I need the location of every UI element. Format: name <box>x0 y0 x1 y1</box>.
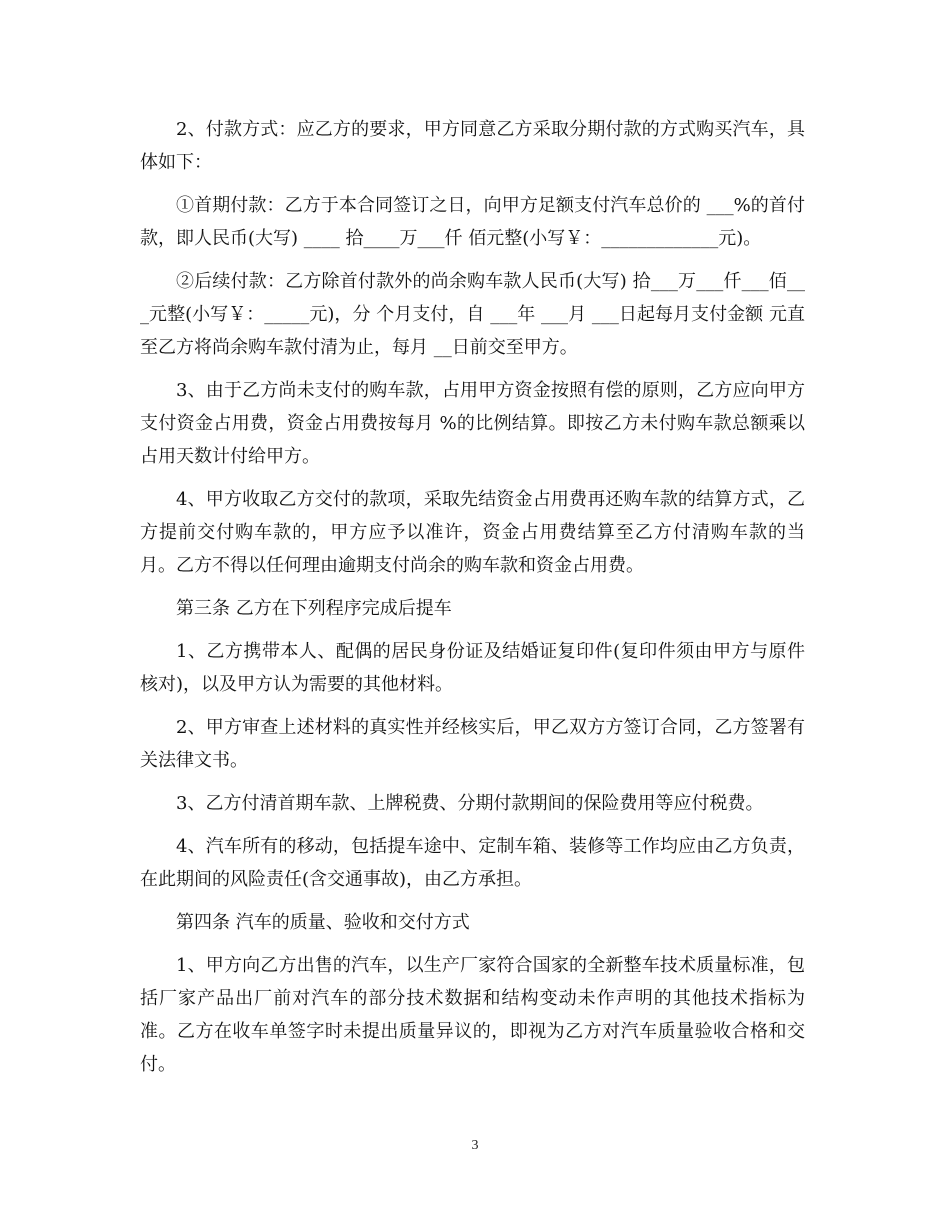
page-number: 3 <box>471 1138 479 1153</box>
paragraph-review: 2、甲方审查上述材料的真实性并经核实后，甲乙双方方签订合同，乙方签署有关法律文书。 <box>140 717 805 771</box>
paragraph-quality-standard: 1、甲方向乙方出售的汽车，以生产厂家符合国家的全新整车技术质量标准，包括厂家产品出厂前对汽车的部分技术数据和结构变动未作声明的其他技术指标为准。乙方在收车单签字时未提出质量异议的，即视为乙方对汽车质量验收合格和交付。 <box>140 955 805 1075</box>
paragraph-fees: 3、乙方付清首期车款、上牌税费、分期付款期间的保险费用等应付税费。 <box>176 793 764 814</box>
paragraph-documents: 1、乙方携带本人、配偶的居民身份证及结婚证复印件(复印件须由甲方与原件核对)，以及甲方认为需要的其他材料。 <box>140 641 805 695</box>
paragraph-transport-risk: 4、汽车所有的移动，包括提车途中、定制车箱、装修等工作均应由乙方负责，在此期间的风险责任(含交通事故)，由乙方承担。 <box>140 836 805 890</box>
paragraph-subsequent-payment: ②后续付款：乙方除首付款外的尚余购车款人民币(大写) 拾___万___仟___佰___元整(小写￥：_____元)，分 个月支付，自 ___年 ___月 ___日起每月支付金额 元直至乙方将尚余购车款付清为止，每月 __日前交至甲方。 <box>140 271 805 358</box>
paragraph-first-payment: ①首期付款：乙方于本合同签订之日，向甲方足额支付汽车总价的 ___%的首付款，即人民币(大写) ____ 拾____万___仟 佰元整(小写￥：_____________元)。 <box>140 195 805 249</box>
section-heading-article-4: 第四条 汽车的质量、验收和交付方式 <box>176 912 470 933</box>
paragraph-occupation-fee: 3、由于乙方尚未支付的购车款，占用甲方资金按照有偿的原则，乙方应向甲方支付资金占用费，资金占用费按每月 %的比例结算。即按乙方未付购车款总额乘以占用天数计付给甲方。 <box>140 380 805 467</box>
section-heading-article-3: 第三条 乙方在下列程序完成后提车 <box>176 598 452 619</box>
paragraph-settlement: 4、甲方收取乙方交付的款项，采取先结资金占用费再还购车款的结算方式，乙方提前交付购车款的，甲方应予以准许，资金占用费结算至乙方付清购车款的当月。乙方不得以任何理由逾期支付尚余的购车款和资金占用费。 <box>140 489 805 576</box>
paragraph-payment-method: 2、付款方式：应乙方的要求，甲方同意乙方采取分期付款的方式购买汽车，具体如下： <box>140 119 805 173</box>
document-body <box>140 113 805 1091</box>
